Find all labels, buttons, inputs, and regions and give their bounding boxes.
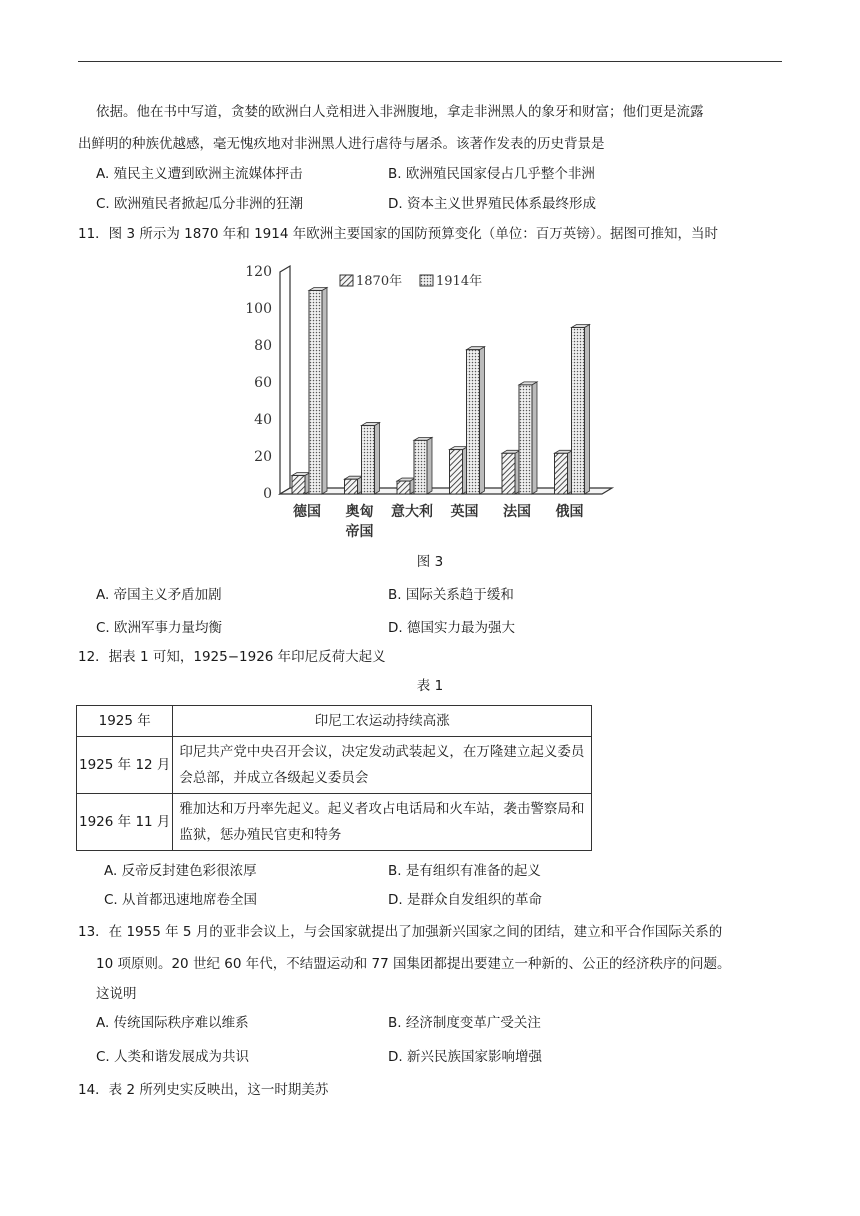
- bar-1870年-4: [502, 453, 515, 494]
- q13-line-2: 10 项原则。20 世纪 60 年代，不结盟运动和 77 国集团都提出要建立一种新的、公正的经济秩序的问题。: [96, 956, 731, 972]
- bar-side: [427, 437, 432, 494]
- legend-label: 1870年: [356, 274, 403, 289]
- y-tick-label: 40: [254, 412, 272, 428]
- x-tick-label: 奥匈: [345, 504, 374, 520]
- table-row: [77, 706, 592, 737]
- bar-1914年-4: [519, 385, 532, 494]
- bar-side: [375, 423, 380, 494]
- x-tick-label: 意大利: [391, 504, 433, 520]
- q12-option-c[interactable]: C. 从首都迅速地席卷全国: [104, 892, 258, 908]
- q12-stem: 12．据表 1 可知，1925−1926 年印尼反荷大起义: [78, 649, 386, 665]
- y-tick-label: 0: [263, 486, 272, 502]
- q13-option-d[interactable]: D. 新兴民族国家影响增强: [388, 1049, 542, 1065]
- bar-1914年-2: [414, 440, 427, 494]
- q13-line-3: 这说明: [96, 986, 137, 1002]
- x-tick-label: 帝国: [345, 524, 374, 540]
- prev-option-c[interactable]: C. 欧洲殖民者掀起瓜分非洲的狂潮: [96, 196, 304, 212]
- y-tick-label: 80: [254, 338, 272, 354]
- table-cell-date: 1925 年 12 月: [77, 737, 173, 794]
- bar-side: [532, 382, 537, 494]
- q11-option-b[interactable]: B. 国际关系趋于缓和: [388, 587, 514, 603]
- table-cell-date: 1925 年: [77, 706, 173, 737]
- bar-1914年-0: [309, 291, 322, 495]
- bar-1870年-3: [450, 450, 463, 494]
- prev-option-a[interactable]: A. 殖民主义遭到欧洲主流媒体抨击: [96, 166, 303, 182]
- bar-side: [480, 347, 485, 494]
- table-title: 表 1: [416, 678, 444, 694]
- table-cell-text: 印尼共产党中央召开会议，决定发动武装起义，在万隆建立起义委员会总部，并成立各级起义委员会: [173, 737, 592, 794]
- bar-1914年-5: [572, 328, 585, 495]
- table-cell-date: 1926 年 11 月: [77, 794, 173, 851]
- x-tick-label: 俄国: [555, 504, 584, 520]
- q14-stem: 14．表 2 所列史实反映出，这一时期美苏: [78, 1082, 329, 1098]
- legend-label: 1914年: [436, 274, 483, 289]
- bar-1870年-1: [345, 479, 358, 494]
- y-tick-label: 20: [254, 449, 272, 465]
- legend-swatch: [340, 275, 353, 286]
- bar-side: [322, 288, 327, 495]
- q13-option-a[interactable]: A. 传统国际秩序难以维系: [96, 1015, 249, 1031]
- legend-swatch: [420, 275, 433, 286]
- bar-1870年-0: [292, 476, 305, 495]
- q12-option-a[interactable]: A. 反帝反封建色彩很浓厚: [104, 863, 257, 879]
- figure-caption: 图 3: [416, 554, 444, 570]
- prev-option-d[interactable]: D. 资本主义世界殖民体系最终形成: [388, 196, 596, 212]
- q12-option-b[interactable]: B. 是有组织有准备的起义: [388, 863, 541, 879]
- prev-question-line-2: 出鲜明的种族优越感，毫无愧疚地对非洲黑人进行虐待与屠杀。该著作发表的历史背景是: [78, 136, 605, 152]
- bar-side: [585, 325, 590, 495]
- table-cell-text: 雅加达和万丹率先起义。起义者攻占电话局和火车站，袭击警察局和监狱，惩办殖民官吏和特务: [173, 794, 592, 851]
- q11-option-a[interactable]: A. 帝国主义矛盾加剧: [96, 587, 222, 603]
- x-tick-label: 法国: [503, 504, 531, 520]
- y-axis-wall: [280, 266, 290, 494]
- q12-option-d[interactable]: D. 是群众自发组织的革命: [388, 892, 542, 908]
- table-cell-text: 印尼工农运动持续高涨: [173, 706, 592, 737]
- bar-1870年-2: [397, 481, 410, 494]
- table-row: [77, 737, 592, 794]
- q13-option-c[interactable]: C. 人类和谐发展成为共识: [96, 1049, 250, 1065]
- uprising-table: [76, 705, 592, 851]
- q11-option-c[interactable]: C. 欧洲军事力量均衡: [96, 620, 223, 636]
- prev-option-b[interactable]: B. 欧洲殖民国家侵占几乎整个非洲: [388, 166, 595, 182]
- defense-budget-chart: [240, 262, 630, 542]
- y-tick-label: 60: [254, 375, 272, 391]
- x-tick-label: 德国: [293, 504, 321, 520]
- y-tick-label: 100: [245, 301, 272, 317]
- q11-stem: 11．图 3 所示为 1870 年和 1914 年欧洲主要国家的国防预算变化（单位：百万英镑）。据图可推知，当时: [78, 226, 718, 242]
- bar-1914年-1: [362, 426, 375, 494]
- prev-question-line-1: 依据。他在书中写道，贪婪的欧洲白人竞相进入非洲腹地，拿走非洲黑人的象牙和财富；他们更是流露: [96, 104, 704, 120]
- q13-line-1: 13．在 1955 年 5 月的亚非会议上，与会国家就提出了加强新兴国家之间的团结，建立和平合作国际关系的: [78, 924, 723, 940]
- bar-1914年-3: [467, 350, 480, 494]
- bar-1870年-5: [555, 453, 568, 494]
- header-rule: [78, 61, 782, 62]
- x-tick-label: 英国: [450, 504, 479, 520]
- q11-option-d[interactable]: D. 德国实力最为强大: [388, 620, 515, 636]
- y-tick-label: 120: [245, 264, 272, 280]
- q13-option-b[interactable]: B. 经济制度变革广受关注: [388, 1015, 541, 1031]
- table-row: [77, 794, 592, 851]
